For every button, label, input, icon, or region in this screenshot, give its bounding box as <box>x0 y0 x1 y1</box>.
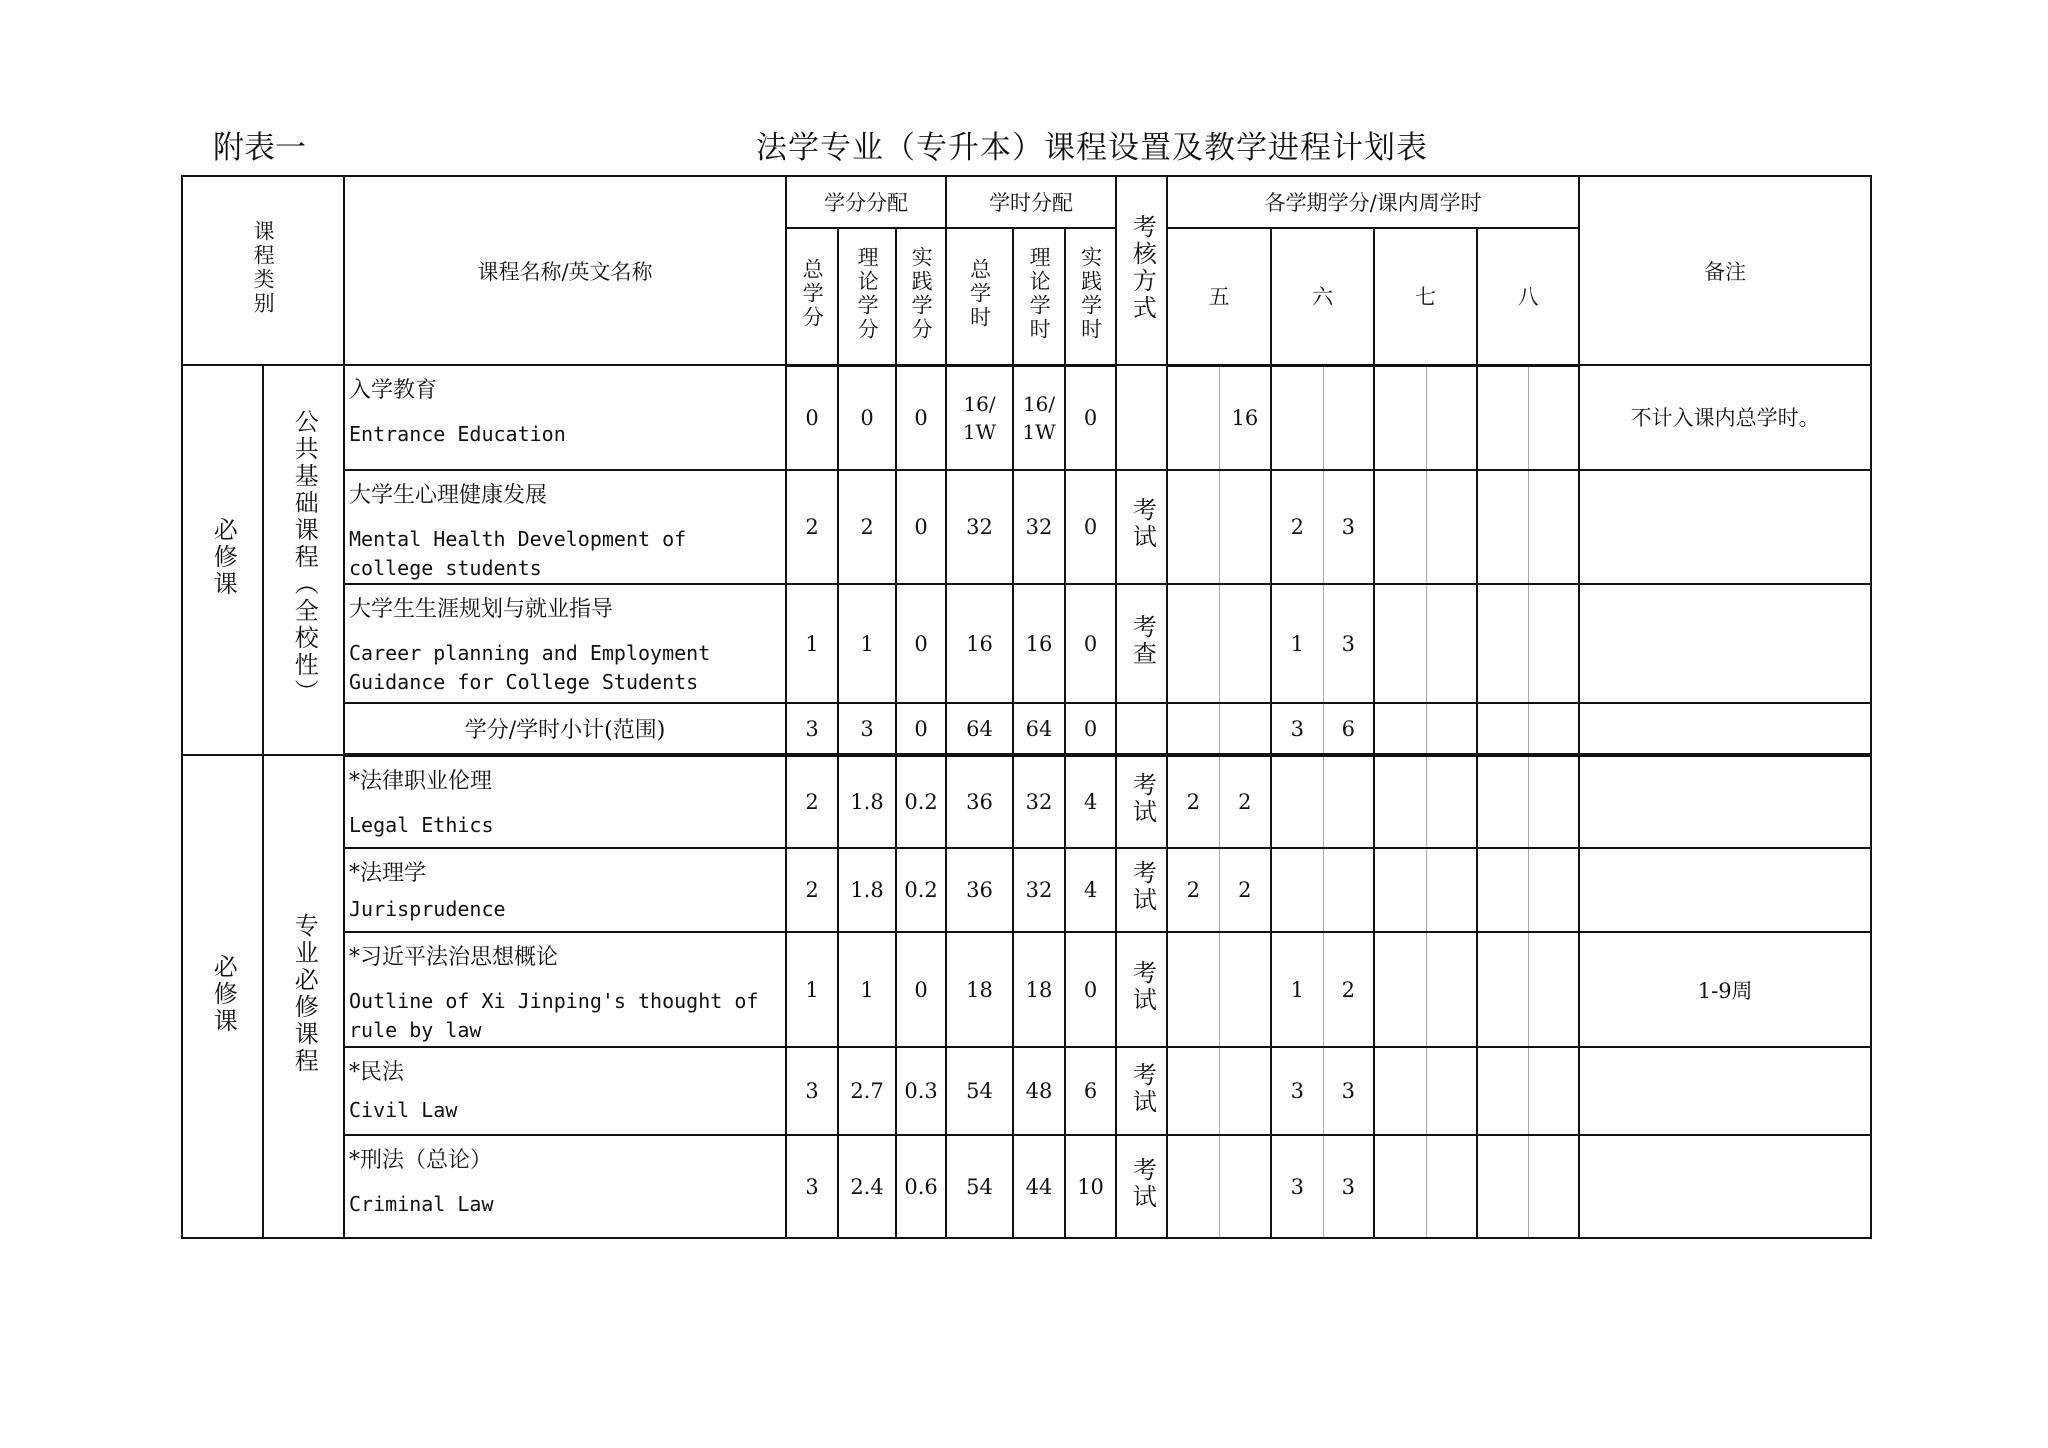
total-credit-cell: 3 <box>786 1135 838 1238</box>
course-name-en: Mental Health Development of college students <box>349 526 687 580</box>
subtotal-sem5-hours <box>1219 703 1271 755</box>
practice-credit-cell: 0 <box>896 470 946 585</box>
sem5-credit-cell <box>1167 584 1219 703</box>
sem6-credit-cell: 3 <box>1271 1047 1323 1136</box>
subtotal-sem6-credit: 3 <box>1271 703 1323 755</box>
theory-hours-cell: 18 <box>1013 932 1065 1047</box>
sem6-hours-cell: 3 <box>1323 470 1374 585</box>
header-row-1 <box>182 176 1871 228</box>
practice-hours-cell: 4 <box>1065 755 1116 848</box>
header-practice-credit: 实践学分 <box>896 228 946 365</box>
sem8-hours-cell <box>1528 365 1579 470</box>
course-name-cell <box>344 365 786 470</box>
sem7-credit-cell <box>1374 470 1426 585</box>
course-name-cell <box>344 1047 786 1136</box>
header-semester-7: 七 <box>1374 228 1477 365</box>
table-row <box>182 365 1871 470</box>
section-subtype-cell: 公共基础课程（全校性） <box>263 365 344 755</box>
sem5-credit-cell <box>1167 932 1219 1047</box>
theory-credit-cell: 1 <box>838 932 896 1047</box>
sem5-hours-cell <box>1219 584 1271 703</box>
subtotal-practice-hours: 0 <box>1065 703 1116 755</box>
theory-credit-cell: 0 <box>838 365 896 470</box>
course-name-cell <box>344 1135 786 1238</box>
sem6-credit-cell <box>1271 365 1323 470</box>
total-credit-cell: 2 <box>786 755 838 848</box>
header-semester-group: 各学期学分/课内周学时 <box>1167 176 1579 228</box>
sem5-credit-cell <box>1167 1135 1219 1238</box>
sem5-hours-cell <box>1219 470 1271 585</box>
theory-credit-cell: 1.8 <box>838 848 896 932</box>
table-row <box>182 848 1871 932</box>
remark-cell <box>1579 470 1871 585</box>
sem8-credit-cell <box>1477 470 1528 585</box>
header-remarks: 备注 <box>1579 176 1871 365</box>
course-name-cn: *刑法（总论） <box>349 1148 493 1174</box>
course-name-cn: 大学生心理健康发展 <box>349 482 548 508</box>
practice-credit-cell: 0.6 <box>896 1135 946 1238</box>
remark-cell <box>1579 584 1871 703</box>
subtotal-sem5-credit <box>1167 703 1219 755</box>
header-hour-distribution: 学时分配 <box>946 176 1116 228</box>
course-name-en: Entrance Education <box>349 422 566 447</box>
sem8-credit-cell <box>1477 755 1528 848</box>
header-theory-credit: 理论学分 <box>838 228 896 365</box>
header-semester-5: 五 <box>1167 228 1271 365</box>
remark-cell <box>1579 755 1871 848</box>
assessment-cell: 考试 <box>1116 755 1167 848</box>
practice-hours-cell: 6 <box>1065 1047 1116 1136</box>
course-name-cell <box>344 470 786 585</box>
sem7-hours-cell <box>1426 1135 1477 1238</box>
sem8-credit-cell <box>1477 848 1528 932</box>
appendix-label: 附表一 <box>213 130 306 166</box>
sem6-credit-cell: 1 <box>1271 932 1323 1047</box>
page-title: 法学专业（专升本）课程设置及教学进程计划表 <box>756 130 1428 166</box>
section-type-cell: 必修课 <box>182 755 263 1238</box>
theory-hours-cell: 32 <box>1013 470 1065 585</box>
course-name-cell <box>344 584 786 703</box>
course-name-cell <box>344 932 786 1047</box>
sem5-hours-cell: 2 <box>1219 755 1271 848</box>
header-semester-6: 六 <box>1271 228 1374 365</box>
total-credit-cell: 2 <box>786 470 838 585</box>
sem6-hours-cell <box>1323 365 1374 470</box>
sem6-hours-cell <box>1323 848 1374 932</box>
course-name-en: Legal Ethics <box>349 813 494 838</box>
theory-credit-cell: 2.7 <box>838 1047 896 1136</box>
theory-credit-cell: 1.8 <box>838 755 896 848</box>
sem6-credit-cell: 2 <box>1271 470 1323 585</box>
title-row <box>213 124 1873 172</box>
sem5-credit-cell: 2 <box>1167 848 1219 932</box>
theory-hours-cell: 32 <box>1013 755 1065 848</box>
assessment-cell: 考试 <box>1116 470 1167 585</box>
sem6-hours-cell: 3 <box>1323 1047 1374 1136</box>
header-category: 课程类别 <box>182 176 344 365</box>
sem7-credit-cell <box>1374 365 1426 470</box>
table-row <box>182 1047 1871 1136</box>
assessment-cell: 考试 <box>1116 1135 1167 1238</box>
header-credit-distribution: 学分分配 <box>786 176 946 228</box>
sem8-hours-cell <box>1528 470 1579 585</box>
sem8-hours-cell <box>1528 1047 1579 1136</box>
table-row <box>182 470 1871 585</box>
subtotal-row <box>182 703 1871 755</box>
theory-credit-cell: 2.4 <box>838 1135 896 1238</box>
course-name-cn: *法律职业伦理 <box>349 769 493 795</box>
table-row <box>182 584 1871 703</box>
total-credit-cell: 3 <box>786 1047 838 1136</box>
subtotal-sem8-hours <box>1528 703 1579 755</box>
sem5-credit-cell <box>1167 470 1219 585</box>
assessment-cell <box>1116 365 1167 470</box>
header-course-name: 课程名称/英文名称 <box>344 176 786 365</box>
course-name-en: Civil Law <box>349 1097 458 1122</box>
practice-credit-cell: 0.3 <box>896 1047 946 1136</box>
total-credit-cell: 1 <box>786 584 838 703</box>
header-assessment: 考核方式 <box>1116 176 1167 365</box>
sem8-credit-cell <box>1477 932 1528 1047</box>
sem8-hours-cell <box>1528 584 1579 703</box>
sem8-hours-cell <box>1528 1135 1579 1238</box>
remark-cell: 1-9周 <box>1579 932 1871 1047</box>
theory-hours-cell: 48 <box>1013 1047 1065 1136</box>
subtotal-label: 学分/学时小计(范围) <box>344 703 786 755</box>
sem7-hours-cell <box>1426 848 1477 932</box>
theory-hours-cell: 44 <box>1013 1135 1065 1238</box>
sem7-hours-cell <box>1426 365 1477 470</box>
total-credit-cell: 1 <box>786 932 838 1047</box>
sem5-hours-cell <box>1219 1047 1271 1136</box>
table-row <box>182 755 1871 848</box>
sem7-credit-cell <box>1374 584 1426 703</box>
sem7-credit-cell <box>1374 1047 1426 1136</box>
header-total-credit: 总学分 <box>786 228 838 365</box>
subtotal-total-credit: 3 <box>786 703 838 755</box>
course-name-cn: 大学生生涯规划与就业指导 <box>349 597 614 623</box>
sem6-hours-cell: 2 <box>1323 932 1374 1047</box>
sem5-hours-cell <box>1219 932 1271 1047</box>
course-name-en: Jurisprudence <box>349 896 506 921</box>
practice-credit-cell: 0 <box>896 365 946 470</box>
sem6-credit-cell: 1 <box>1271 584 1323 703</box>
sem8-hours-cell <box>1528 848 1579 932</box>
practice-credit-cell: 0 <box>896 584 946 703</box>
assessment-cell: 考试 <box>1116 848 1167 932</box>
assessment-cell: 考试 <box>1116 932 1167 1047</box>
sem7-hours-cell <box>1426 584 1477 703</box>
total-hours-cell: 54 <box>946 1135 1013 1238</box>
course-name-cn: *法理学 <box>349 860 427 886</box>
theory-hours-cell: 16/1W <box>1013 365 1065 470</box>
practice-hours-cell: 0 <box>1065 932 1116 1047</box>
header-theory-hours: 理论学时 <box>1013 228 1065 365</box>
sem6-credit-cell <box>1271 755 1323 848</box>
sem6-hours-cell <box>1323 755 1374 848</box>
table-row <box>182 932 1871 1047</box>
sem6-hours-cell: 3 <box>1323 1135 1374 1238</box>
total-hours-cell: 18 <box>946 932 1013 1047</box>
theory-hours-cell: 32 <box>1013 848 1065 932</box>
course-name-cell <box>344 755 786 848</box>
total-credit-cell: 0 <box>786 365 838 470</box>
practice-credit-cell: 0.2 <box>896 755 946 848</box>
remark-cell <box>1579 1135 1871 1238</box>
subtotal-sem8-credit <box>1477 703 1528 755</box>
practice-credit-cell: 0.2 <box>896 848 946 932</box>
remark-cell <box>1579 848 1871 932</box>
sem6-credit-cell <box>1271 848 1323 932</box>
sem5-hours-cell: 2 <box>1219 848 1271 932</box>
section-subtype-cell: 专业必修课程 <box>263 755 344 1238</box>
total-hours-cell: 36 <box>946 755 1013 848</box>
course-name-en: Outline of Xi Jinping's thought of rule by law <box>349 989 759 1043</box>
practice-hours-cell: 0 <box>1065 470 1116 585</box>
total-hours-cell: 32 <box>946 470 1013 585</box>
section-type-cell: 必修课 <box>182 365 263 755</box>
sem7-credit-cell <box>1374 1135 1426 1238</box>
sem8-credit-cell <box>1477 365 1528 470</box>
remark-cell <box>1579 1047 1871 1136</box>
sem8-hours-cell <box>1528 932 1579 1047</box>
sem8-credit-cell <box>1477 1135 1528 1238</box>
theory-hours-cell: 16 <box>1013 584 1065 703</box>
total-hours-cell: 54 <box>946 1047 1013 1136</box>
theory-credit-cell: 2 <box>838 470 896 585</box>
subtotal-practice-credit: 0 <box>896 703 946 755</box>
practice-hours-cell: 0 <box>1065 365 1116 470</box>
sem6-credit-cell: 3 <box>1271 1135 1323 1238</box>
subtotal-remark <box>1579 703 1871 755</box>
total-credit-cell: 2 <box>786 848 838 932</box>
sem7-hours-cell <box>1426 1047 1477 1136</box>
sem5-credit-cell: 2 <box>1167 755 1219 848</box>
subtotal-theory-credit: 3 <box>838 703 896 755</box>
practice-hours-cell: 0 <box>1065 584 1116 703</box>
sem5-hours-cell: 16 <box>1219 365 1271 470</box>
header-practice-hours: 实践学时 <box>1065 228 1116 365</box>
subtotal-sem7-credit <box>1374 703 1426 755</box>
sem7-hours-cell <box>1426 470 1477 585</box>
sem7-credit-cell <box>1374 755 1426 848</box>
course-name-en: Career planning and Employment Guidance for College Students <box>349 641 711 695</box>
total-hours-cell: 36 <box>946 848 1013 932</box>
header-total-hours: 总学时 <box>946 228 1013 365</box>
sem6-hours-cell: 3 <box>1323 584 1374 703</box>
sem5-credit-cell <box>1167 365 1219 470</box>
assessment-cell: 考查 <box>1116 584 1167 703</box>
subtotal-assessment <box>1116 703 1167 755</box>
practice-credit-cell: 0 <box>896 932 946 1047</box>
course-name-cn: *民法 <box>349 1059 405 1085</box>
sem7-credit-cell <box>1374 932 1426 1047</box>
course-name-cn: 入学教育 <box>349 378 438 404</box>
sem5-credit-cell <box>1167 1047 1219 1136</box>
sem8-credit-cell <box>1477 584 1528 703</box>
total-hours-cell: 16/1W <box>946 365 1013 470</box>
practice-hours-cell: 10 <box>1065 1135 1116 1238</box>
header-semester-8: 八 <box>1477 228 1579 365</box>
assessment-cell: 考试 <box>1116 1047 1167 1136</box>
sem7-hours-cell <box>1426 755 1477 848</box>
course-name-cn: *习近平法治思想概论 <box>349 945 559 971</box>
subtotal-theory-hours: 64 <box>1013 703 1065 755</box>
total-hours-cell: 16 <box>946 584 1013 703</box>
course-name-cell <box>344 848 786 932</box>
sem7-credit-cell <box>1374 848 1426 932</box>
subtotal-total-hours: 64 <box>946 703 1013 755</box>
remark-cell: 不计入课内总学时。 <box>1579 365 1871 470</box>
sem8-credit-cell <box>1477 1047 1528 1136</box>
practice-hours-cell: 4 <box>1065 848 1116 932</box>
sem7-hours-cell <box>1426 932 1477 1047</box>
subtotal-sem6-hours: 6 <box>1323 703 1374 755</box>
subtotal-sem7-hours <box>1426 703 1477 755</box>
course-name-en: Criminal Law <box>349 1192 494 1217</box>
course-schedule-table <box>181 175 1872 1239</box>
table-row <box>182 1135 1871 1238</box>
sem5-hours-cell <box>1219 1135 1271 1238</box>
sem8-hours-cell <box>1528 755 1579 848</box>
theory-credit-cell: 1 <box>838 584 896 703</box>
